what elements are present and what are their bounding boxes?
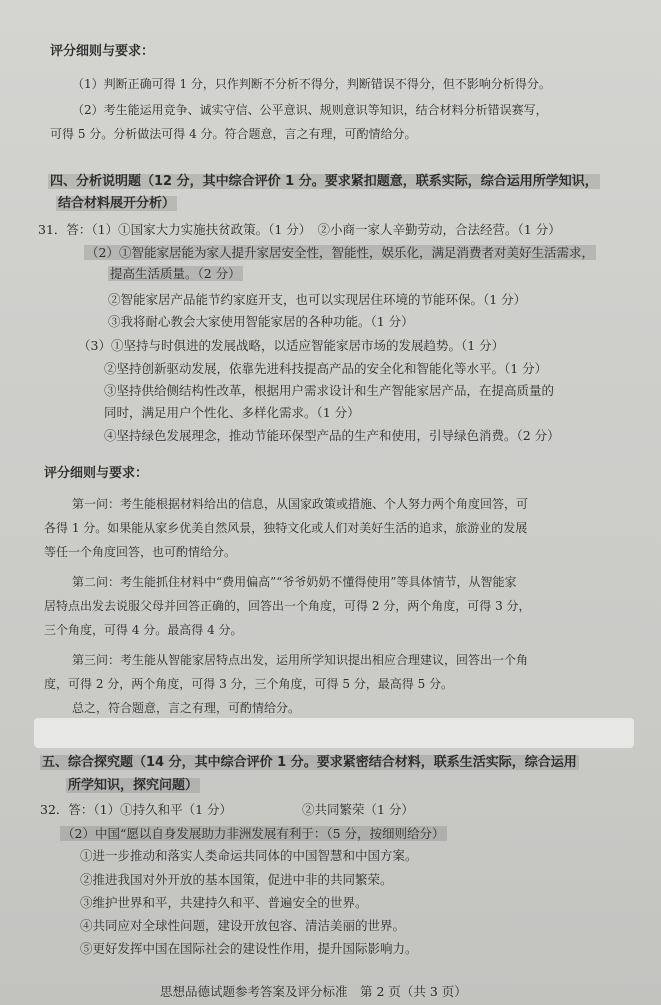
q31-part-3-e: ④坚持绿色发展理念，推动节能环保型产品的生产和使用，引导绿色消费。（2 分） [104, 428, 560, 443]
rules-2-p3-b: 度，可得 2 分，两个角度，可得 3 分，三个角度，可得 5 分，最高得 5 分。 [44, 677, 454, 691]
q32-part-1-a: 32．答：（1）①持久和平（1 分） [40, 802, 233, 817]
erased-band [34, 718, 634, 748]
q31-part-2-a: （2）①智能家居能为家人提升家居安全性，智能性，娱乐化，满足消费者对美好生活需求， [86, 245, 594, 260]
rules-2-p2-c: 三个角度，可得 4 分。最高得 4 分。 [44, 623, 243, 637]
q31-part-1: 31．答：（1）①国家大力实施扶贫政策。（1 分） ②小商一家人辛勤劳动，合法经营。（1 分） [38, 222, 561, 237]
page-footer: 思想品德试题参考答案及评分标准 第 2 页（共 3 页） [160, 984, 467, 999]
rules-2-p1-a: 第一问：考生能根据材料给出的信息，从国家政策或措施、个人努力两个角度回答，可 [72, 497, 529, 511]
rules-1-item-1: （1）判断正确可得 1 分，只作判断不分析不得分，判断错误不得分，但不影响分析得分。 [72, 77, 551, 91]
q31-part-2-d: ③我将耐心教会大家使用智能家居的各种功能。（1 分） [108, 314, 414, 329]
section-4-heading-line-1: 四、分析说明题（12 分，其中综合评价 1 分。要求紧扣题意，联系实际，综合运用所学知识， [50, 174, 598, 189]
q31-part-3-b: ②坚持创新驱动发展，依靠先进科技提高产品的安全化和智能化等水平。（1 分） [104, 361, 548, 376]
rules-title-1: 评分细则与要求： [50, 44, 155, 59]
q31-part-2-line-2 [108, 266, 243, 282]
q31-part-3-a: （3）①坚持与时俱进的发展战略，以适应智能家居市场的发展趋势。（1 分） [78, 338, 505, 353]
section-4-heading-2 [56, 196, 177, 212]
q31-part-3-c: ③坚持供给侧结构性改革，根据用户需求设计和生产智能家居产品，在提高质量的 [104, 383, 555, 398]
section-5-heading-line-2: 所学知识，探究问题） [68, 778, 199, 793]
rules-title-2: 评分细则与要求： [44, 466, 149, 481]
q31-part-2-line-1 [84, 245, 596, 261]
q32-part-1-b: ②共同繁荣（1 分） [302, 802, 414, 817]
q31-part-2-c: ②智能家居产品能节约家庭开支，也可以实现居住环境的节能环保。（1 分） [108, 292, 527, 307]
q31-part-3-d: 同时，满足用户个性化、多样化需求。（1 分） [104, 405, 360, 420]
section-4-heading [48, 174, 600, 190]
q32-part-2-a: ①进一步推动和落实人类命运共同体的中国智慧和中国方案。 [80, 848, 418, 863]
rules-2-p1-c: 等任一个角度回答，也可酌情给分。 [44, 545, 237, 559]
q32-part-2-e: ⑤更好发挥中国在国际社会的建设性作用，提升国际影响力。 [80, 941, 418, 956]
rules-2-p2-a: 第二问：考生能抓住材料中“费用偏高”“爷爷奶奶不懂得使用”等具体情节，从智能家 [72, 575, 517, 589]
q32-part-2-d: ④共同应对全球性问题，建设开放包容、清洁美丽的世界。 [80, 918, 406, 933]
section-5-heading-2 [66, 778, 200, 794]
q32-part-2: （2）中国“愿以自身发展助力非洲发展有利于：（5 分，按细则给分） [62, 826, 445, 841]
rules-2-p3-a: 第三问：考生能从智能家居特点出发，运用所学知识提出相应合理建议，回答出一个角 [72, 653, 529, 667]
q31-part-2-b: 提高生活质量。（2 分） [110, 266, 241, 281]
section-5-heading [40, 755, 579, 771]
q32-part-2-c: ③维护世界和平，共建持久和平、普遍安全的世界。 [80, 895, 368, 910]
q32-part-2-b: ②推进我国对外开放的基本国策，促进中非的共同繁荣。 [80, 872, 393, 887]
q32-part-2-line [60, 826, 447, 842]
rules-1-item-2a: （2）考生能运用竞争、诚实守信、公平意识、规则意识等知识，结合材料分析错误赛写， [72, 103, 548, 117]
section-5-heading-line-1: 五、综合探究题（14 分，其中综合评价 1 分。要求紧密结合材料，联系生活实际，综合运用 [42, 755, 577, 770]
rules-2-p4: 总之，符合题意，言之有理，可酌情给分。 [72, 701, 301, 715]
section-4-heading-line-2: 结合材料展开分析） [58, 196, 176, 211]
rules-2-p1-b: 各得 1 分。如果能从家乡优美自然风景，独特文化或人们对美好生活的追求，旅游业的发展 [44, 521, 528, 535]
rules-2-p2-b: 居特点出发去说服父母并回答正确的，回答出一个角度，可得 2 分，两个角度，可得 3 分， [44, 599, 531, 613]
rules-1-item-2b: 可得 5 分。分析做法可得 4 分。符合题意，言之有理，可酌情给分。 [50, 127, 417, 141]
